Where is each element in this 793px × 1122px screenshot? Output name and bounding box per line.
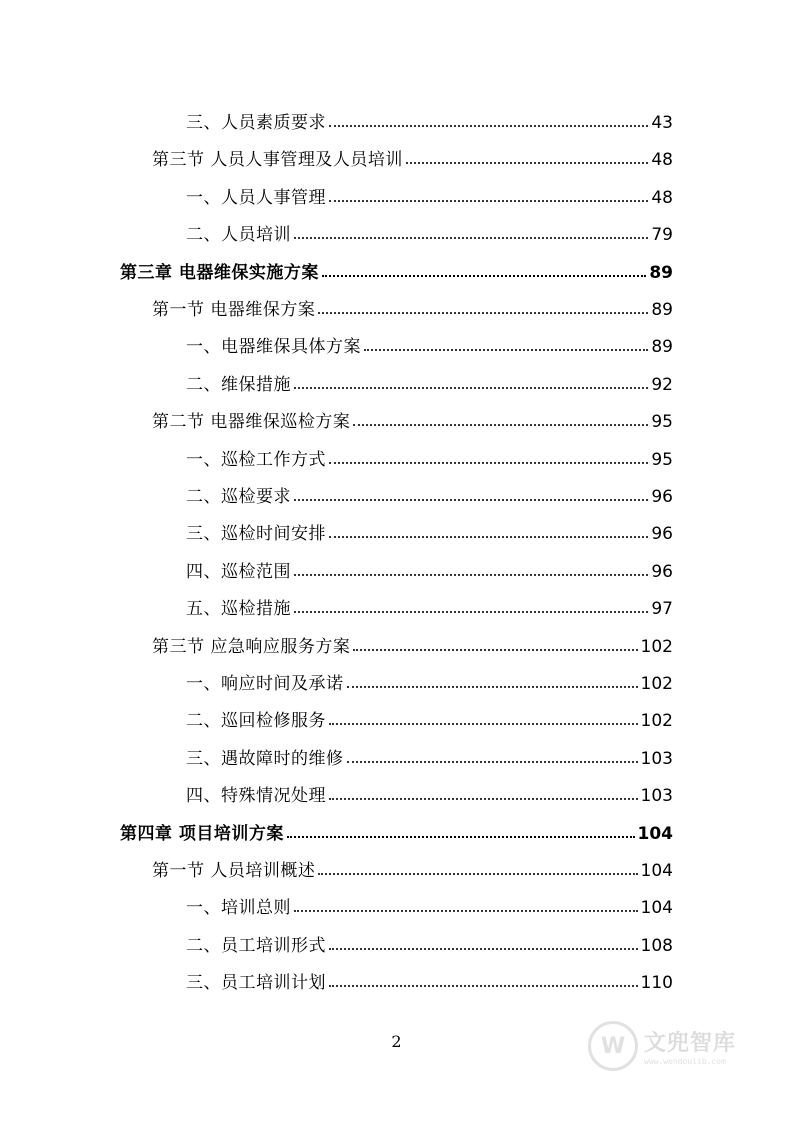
toc-entry-title: 一、响应时间及承诺 [186,674,344,694]
watermark [588,1016,768,1076]
toc-dot-leader [329,985,638,987]
toc-entry-page: 102 [640,636,673,657]
toc-entry[interactable] [186,739,673,769]
toc-entry-title: 第三节 应急响应服务方案 [152,636,351,657]
toc-entry-page: 43 [651,113,673,133]
toc-entry[interactable] [120,253,673,283]
toc-entry-title: 二、巡检要求 [186,487,291,507]
toc-entry-page: 108 [640,935,673,956]
toc-entry[interactable] [186,664,673,694]
toc-dot-leader [318,873,637,875]
toc-entry-page: 96 [651,487,673,507]
toc-entry-page: 96 [651,524,673,545]
toc-entry-page: 102 [640,674,673,694]
toc-entry-title: 第一节 人员培训概述 [152,861,316,881]
toc-entry-title: 二、人员培训 [186,225,291,246]
toc-dot-leader [329,948,638,950]
toc-entry[interactable] [120,814,673,844]
toc-entry[interactable] [186,514,673,544]
toc-entry-title: 一、巡检工作方式 [186,449,326,470]
toc-entry-page: 104 [640,861,673,881]
toc-entry-page: 95 [651,449,673,470]
toc-dot-leader [353,649,637,651]
toc-dot-leader [294,237,648,239]
toc-entry-title: 第三节 人员人事管理及人员培训 [152,150,403,171]
toc-dot-leader [322,275,646,277]
toc-dot-leader [287,836,635,838]
toc-entry[interactable] [152,851,673,881]
toc-entry-page: 48 [651,187,673,208]
toc-entry[interactable] [186,963,673,993]
toc-entry[interactable] [186,701,673,731]
toc-entry-title: 第四章 项目培训方案 [120,823,284,844]
toc-entry[interactable] [186,327,673,357]
toc-dot-leader [294,910,638,912]
toc-entry-title: 三、人员素质要求 [186,113,326,133]
toc-entry[interactable] [186,552,673,582]
toc-entry[interactable] [186,477,673,507]
toc-entry-page: 92 [651,374,673,395]
toc-entry-title: 二、员工培训形式 [186,935,326,956]
toc-entry-page: 96 [651,561,673,582]
toc-dot-leader [294,574,648,576]
toc-entry-page: 104 [637,823,673,844]
toc-entry[interactable] [186,926,673,956]
toc-entry-page: 110 [640,973,673,994]
watermark-logo-icon: W [588,1021,638,1071]
toc-entry[interactable] [152,290,673,320]
toc-entry-page: 95 [651,412,673,433]
toc-entry-page: 48 [651,150,673,171]
toc-dot-leader [353,424,648,426]
toc-entry-page: 89 [649,262,673,283]
toc-entry-title: 一、培训总则 [186,898,291,919]
toc-entry-title: 四、特殊情况处理 [186,786,326,807]
toc-entry[interactable] [186,215,673,245]
toc-entry-title: 二、维保措施 [186,374,291,395]
toc-dot-leader [294,499,648,501]
toc-entry-page: 104 [640,898,673,919]
toc-entry-page: 97 [651,599,673,620]
watermark-url: www.wendoulib.com [644,1057,726,1066]
toc-entry[interactable] [186,178,673,208]
toc-entry-title: 四、巡检范围 [186,561,291,582]
toc-dot-leader [347,761,638,763]
toc-entry-title: 一、人员人事管理 [186,187,326,208]
toc-entry-title: 二、巡回检修服务 [186,711,326,732]
toc-dot-leader [329,723,638,725]
toc-entry-title: 五、巡检措施 [186,599,291,620]
toc-entry-page: 89 [651,337,673,358]
toc-entry-page: 79 [651,225,673,246]
toc-entry[interactable] [186,365,673,395]
toc-entry-title: 第一节 电器维保方案 [152,300,316,320]
toc-entry-title: 三、员工培训计划 [186,973,326,994]
toc-dot-leader [294,611,648,613]
toc-entry-page: 89 [651,300,673,320]
toc-entry[interactable] [152,140,673,170]
toc-entry[interactable] [186,888,673,918]
toc-dot-leader [329,798,638,800]
toc-dot-leader [347,686,638,688]
toc-dot-leader [364,349,648,351]
toc-entry-page: 102 [640,711,673,732]
watermark-name: 文兜智库 [644,1031,737,1056]
toc-dot-leader [294,387,648,389]
page-number: 2 [391,1032,402,1051]
toc-entry[interactable] [186,589,673,619]
toc-entry[interactable] [186,440,673,470]
toc-dot-leader [318,312,648,314]
toc-entry-page: 103 [640,786,673,807]
toc-entry[interactable] [186,103,673,133]
toc-entry-title: 一、电器维保具体方案 [186,337,361,358]
toc-dot-leader [329,536,648,538]
toc-entry-page: 103 [640,748,673,769]
toc-entry[interactable] [152,627,673,657]
toc-entry-title: 三、巡检时间安排 [186,524,326,545]
toc-dot-leader [329,462,648,464]
toc-dot-leader [329,200,648,202]
toc-entry[interactable] [186,776,673,806]
toc-entry-title: 三、遇故障时的维修 [186,748,344,769]
toc-dot-leader [329,125,648,127]
toc-entry[interactable] [152,402,673,432]
toc-dot-leader [406,162,648,164]
toc-entry-title: 第三章 电器维保实施方案 [120,262,319,283]
toc-entry-title: 第二节 电器维保巡检方案 [152,412,351,433]
